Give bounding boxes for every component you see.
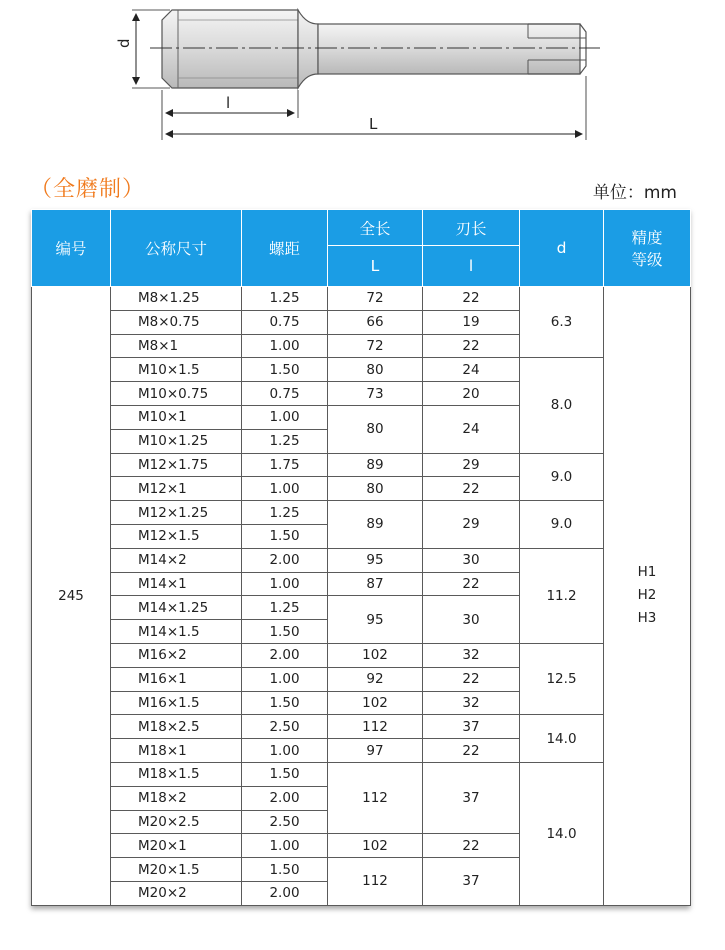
cell-code: 245 (32, 287, 111, 906)
cell-thread-length: 22 (423, 572, 520, 596)
cell-pitch: 1.00 (242, 334, 328, 358)
cell-thread-length: 37 (423, 762, 520, 833)
cell-total-length: 87 (328, 572, 423, 596)
header-code: 编号 (32, 210, 111, 287)
cell-pitch: 2.00 (242, 786, 328, 810)
cell-total-length: 80 (328, 405, 423, 453)
header-total-length: 全长 (328, 210, 423, 246)
page-title: （全磨制） (30, 177, 146, 202)
cell-pitch: 1.00 (242, 739, 328, 763)
cell-thread-length: 29 (423, 453, 520, 477)
table-row (32, 358, 691, 382)
header-thread-length: 刃长 (423, 210, 520, 246)
tap-neck (298, 10, 318, 88)
cell-nominal-size: M14×1.25 (111, 596, 242, 620)
header-grade (604, 210, 691, 287)
cell-pitch: 1.00 (242, 405, 328, 429)
header-nominal-size: 公称尺寸 (111, 210, 242, 287)
tap-thread-body (162, 10, 298, 88)
cell-thread-length: 22 (423, 334, 520, 358)
cell-thread-length: 22 (423, 287, 520, 311)
cell-nominal-size: M12×1.5 (111, 524, 242, 548)
cell-nominal-size: M20×1.5 (111, 858, 242, 882)
cell-thread-length: 32 (423, 691, 520, 715)
cell-d: 6.3 (520, 287, 604, 358)
cell-d: 9.0 (520, 501, 604, 549)
cell-total-length: 73 (328, 382, 423, 406)
cell-total-length: 89 (328, 501, 423, 549)
cell-pitch: 1.00 (242, 477, 328, 501)
header-pitch: 螺距 (242, 210, 328, 287)
tap-shank (318, 24, 580, 74)
cell-pitch: 1.50 (242, 858, 328, 882)
cell-nominal-size: M20×2.5 (111, 810, 242, 834)
tap-dimension-diagram (0, 0, 725, 150)
cell-thread-length: 30 (423, 548, 520, 572)
cell-nominal-size: M8×0.75 (111, 310, 242, 334)
cell-thread-length: 19 (423, 310, 520, 334)
cell-d: 11.2 (520, 548, 604, 643)
cell-pitch: 2.00 (242, 881, 328, 905)
table-row (32, 453, 691, 477)
cell-nominal-size: M12×1.25 (111, 501, 242, 525)
table-row (32, 643, 691, 667)
cell-pitch: 1.25 (242, 501, 328, 525)
cell-nominal-size: M20×1 (111, 834, 242, 858)
cell-nominal-size: M18×1 (111, 739, 242, 763)
cell-pitch: 1.50 (242, 620, 328, 644)
d-dimension-label: d (115, 38, 133, 48)
cell-thread-length: 22 (423, 477, 520, 501)
cell-nominal-size: M18×1.5 (111, 762, 242, 786)
cell-total-length: 66 (328, 310, 423, 334)
cell-thread-length: 37 (423, 715, 520, 739)
cell-pitch: 1.50 (242, 524, 328, 548)
cell-nominal-size: M10×0.75 (111, 382, 242, 406)
cell-nominal-size: M12×1.75 (111, 453, 242, 477)
grade-value: H1 (637, 564, 657, 581)
cell-nominal-size: M18×2.5 (111, 715, 242, 739)
cell-pitch: 2.00 (242, 643, 328, 667)
cell-thread-length: 24 (423, 405, 520, 453)
cell-total-length: 102 (328, 643, 423, 667)
spec-table (31, 209, 691, 906)
cell-nominal-size: M10×1.5 (111, 358, 242, 382)
spec-table-container (31, 209, 690, 906)
unit-label: 单位：mm (592, 183, 677, 203)
cell-thread-length: 22 (423, 834, 520, 858)
cell-nominal-size: M16×1 (111, 667, 242, 691)
cell-nominal-size: M16×2 (111, 643, 242, 667)
cell-nominal-size: M8×1.25 (111, 287, 242, 311)
cell-pitch: 0.75 (242, 310, 328, 334)
table-row (32, 715, 691, 739)
cell-total-length: 112 (328, 762, 423, 833)
cell-d: 14.0 (520, 715, 604, 763)
cell-pitch: 2.50 (242, 715, 328, 739)
spec-table-body (32, 287, 691, 906)
grade-value: H2 (637, 587, 657, 604)
cell-total-length: 102 (328, 834, 423, 858)
L-dimension-label: L (369, 115, 378, 133)
cell-thread-length: 32 (423, 643, 520, 667)
cell-pitch: 1.00 (242, 667, 328, 691)
cell-thread-length: 20 (423, 382, 520, 406)
cell-pitch: 1.50 (242, 762, 328, 786)
cell-nominal-size: M18×2 (111, 786, 242, 810)
header-grade-text: 精度 等级 (631, 229, 663, 269)
cell-pitch: 0.75 (242, 382, 328, 406)
cell-d: 12.5 (520, 643, 604, 714)
cell-pitch: 1.25 (242, 596, 328, 620)
cell-total-length: 97 (328, 739, 423, 763)
l-dimension-label: l (226, 94, 231, 112)
cell-d: 9.0 (520, 453, 604, 501)
cell-total-length: 92 (328, 667, 423, 691)
cell-nominal-size: M14×2 (111, 548, 242, 572)
table-row (32, 287, 691, 311)
cell-thread-length: 22 (423, 667, 520, 691)
cell-total-length: 112 (328, 858, 423, 906)
cell-pitch: 2.00 (242, 548, 328, 572)
cell-pitch: 1.75 (242, 453, 328, 477)
cell-total-length: 89 (328, 453, 423, 477)
cell-pitch: 1.00 (242, 572, 328, 596)
header-thread-length-symbol: l (423, 246, 520, 287)
cell-d: 8.0 (520, 358, 604, 453)
cell-nominal-size: M10×1 (111, 405, 242, 429)
cell-total-length: 80 (328, 477, 423, 501)
cell-pitch: 1.00 (242, 834, 328, 858)
cell-nominal-size: M10×1.25 (111, 429, 242, 453)
cell-total-length: 72 (328, 334, 423, 358)
grade-value: H3 (637, 610, 657, 627)
table-row (32, 762, 691, 786)
cell-thread-length: 24 (423, 358, 520, 382)
cell-total-length: 95 (328, 548, 423, 572)
cell-pitch: 1.50 (242, 358, 328, 382)
cell-pitch: 1.25 (242, 287, 328, 311)
header-d: d (520, 210, 604, 287)
cell-d: 14.0 (520, 762, 604, 905)
table-row (32, 548, 691, 572)
cell-nominal-size: M12×1 (111, 477, 242, 501)
cell-grade (604, 287, 691, 906)
header-total-length-symbol: L (328, 246, 423, 287)
cell-pitch: 2.50 (242, 810, 328, 834)
table-row (32, 501, 691, 525)
cell-total-length: 112 (328, 715, 423, 739)
cell-nominal-size: M16×1.5 (111, 691, 242, 715)
cell-total-length: 95 (328, 596, 423, 644)
cell-total-length: 72 (328, 287, 423, 311)
cell-thread-length: 37 (423, 858, 520, 906)
cell-nominal-size: M20×2 (111, 881, 242, 905)
cell-pitch: 1.50 (242, 691, 328, 715)
cell-nominal-size: M8×1 (111, 334, 242, 358)
cell-thread-length: 30 (423, 596, 520, 644)
cell-total-length: 80 (328, 358, 423, 382)
cell-nominal-size: M14×1 (111, 572, 242, 596)
cell-thread-length: 29 (423, 501, 520, 549)
cell-nominal-size: M14×1.5 (111, 620, 242, 644)
cell-thread-length: 22 (423, 739, 520, 763)
cell-total-length: 102 (328, 691, 423, 715)
cell-pitch: 1.25 (242, 429, 328, 453)
